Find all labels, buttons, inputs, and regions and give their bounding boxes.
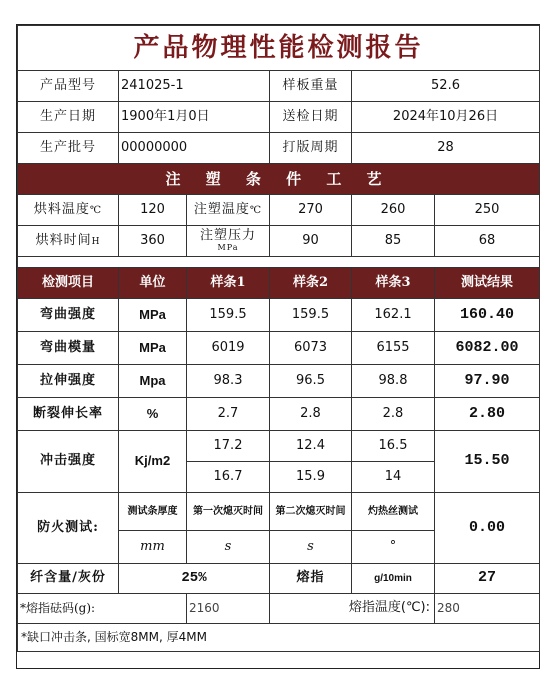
- header-sample2: 样条2: [270, 268, 352, 299]
- bake-temp-value: 120: [119, 195, 187, 226]
- impact-result: 15.50: [435, 431, 540, 493]
- fire-result: 0.00: [435, 493, 540, 564]
- fire-second-unit: s: [270, 531, 352, 564]
- fire-thickness-head: 测试条厚度: [119, 493, 187, 531]
- report-title: 产品物理性能检测报告: [18, 26, 540, 71]
- flex-strength-s3: 162.1: [352, 299, 435, 332]
- impact-r1-s1: 17.2: [187, 431, 270, 462]
- melt-temp-value: 280: [435, 594, 540, 624]
- header-item: 检测项目: [18, 268, 119, 299]
- fire-second-head: 第二次熄灭时间: [270, 493, 352, 531]
- inj-pressure-2: 85: [352, 226, 435, 257]
- tensile-result: 97.90: [435, 365, 540, 398]
- melt-weight-label: *熔指砝码(g):: [18, 594, 187, 624]
- plate-weight-value: 52.6: [352, 71, 540, 102]
- batch-value: 00000000: [119, 133, 270, 164]
- bake-temp-label: 烘料温度℃: [18, 195, 119, 226]
- tensile-s3: 98.8: [352, 365, 435, 398]
- elongation-unit: %: [119, 398, 187, 431]
- header-sample3: 样条3: [352, 268, 435, 299]
- tensile-label: 拉伸强度: [18, 365, 119, 398]
- fire-thickness-unit: mm: [119, 531, 187, 564]
- fire-label: 防火测试:: [18, 493, 119, 564]
- elongation-result: 2.80: [435, 398, 540, 431]
- inj-temp-2: 260: [352, 195, 435, 226]
- report-sheet: [16, 24, 540, 669]
- process-band: 注 塑 条 件 工 艺: [18, 164, 540, 195]
- footer-note: *缺口冲击条, 国标宽8MM, 厚4MM: [18, 624, 540, 652]
- fire-first-head: 第一次熄灭时间: [187, 493, 270, 531]
- melt-weight-value: 2160: [187, 594, 270, 624]
- tensile-s1: 98.3: [187, 365, 270, 398]
- tensile-s2: 96.5: [270, 365, 352, 398]
- flex-modulus-unit: MPa: [119, 332, 187, 365]
- header-sample1: 样条1: [187, 268, 270, 299]
- impact-r1-s2: 12.4: [270, 431, 352, 462]
- header-result: 测试结果: [435, 268, 540, 299]
- flex-strength-label: 弯曲强度: [18, 299, 119, 332]
- model-value: 241025-1: [119, 71, 270, 102]
- elongation-s1: 2.7: [187, 398, 270, 431]
- flex-strength-result: 160.40: [435, 299, 540, 332]
- inj-pressure-3: 68: [435, 226, 540, 257]
- melt-value: 27: [435, 564, 540, 594]
- fiber-value: 25%: [119, 564, 270, 594]
- model-label: 产品型号: [18, 71, 119, 102]
- flex-modulus-s3: 6155: [352, 332, 435, 365]
- melt-temp-label: 熔指温度(℃):: [270, 594, 435, 624]
- cycle-value: 28: [352, 133, 540, 164]
- fire-first-unit: s: [187, 531, 270, 564]
- send-date-value: 2024年10月26日: [352, 102, 540, 133]
- batch-label: 生产批号: [18, 133, 119, 164]
- elongation-s2: 2.8: [270, 398, 352, 431]
- plate-weight-label: 样板重量: [270, 71, 352, 102]
- impact-r2-s1: 16.7: [187, 462, 270, 493]
- elongation-label: 断裂伸长率: [18, 398, 119, 431]
- prod-date-label: 生产日期: [18, 102, 119, 133]
- melt-unit: g/10min: [352, 564, 435, 594]
- flex-strength-s2: 159.5: [270, 299, 352, 332]
- inj-temp-3: 250: [435, 195, 540, 226]
- inj-temp-1: 270: [270, 195, 352, 226]
- inj-temp-label: 注塑温度℃: [187, 195, 270, 226]
- impact-r2-s3: 14: [352, 462, 435, 493]
- bake-time-label: 烘料时间H: [18, 226, 119, 257]
- inj-pressure-label: 注塑压力 MPa: [187, 226, 270, 257]
- prod-date-value: 1900年1月0日: [119, 102, 270, 133]
- elongation-s3: 2.8: [352, 398, 435, 431]
- flex-modulus-s1: 6019: [187, 332, 270, 365]
- bake-time-value: 360: [119, 226, 187, 257]
- inj-pressure-1: 90: [270, 226, 352, 257]
- header-unit: 单位: [119, 268, 187, 299]
- fire-glowwire-head: 灼热丝测试: [352, 493, 435, 531]
- impact-label: 冲击强度: [18, 431, 119, 493]
- flex-strength-unit: MPa: [119, 299, 187, 332]
- spacer-row: [18, 257, 540, 268]
- flex-modulus-label: 弯曲模量: [18, 332, 119, 365]
- impact-r1-s3: 16.5: [352, 431, 435, 462]
- melt-label: 熔指: [270, 564, 352, 594]
- impact-r2-s2: 15.9: [270, 462, 352, 493]
- send-date-label: 送检日期: [270, 102, 352, 133]
- cycle-label: 打版周期: [270, 133, 352, 164]
- fire-glowwire-unit: °: [352, 531, 435, 564]
- fiber-label: 纤含量/灰份: [18, 564, 119, 594]
- impact-unit: Kj/m2: [119, 431, 187, 493]
- report-table: [17, 25, 540, 652]
- flex-modulus-s2: 6073: [270, 332, 352, 365]
- tensile-unit: Mpa: [119, 365, 187, 398]
- flex-modulus-result: 6082.00: [435, 332, 540, 365]
- flex-strength-s1: 159.5: [187, 299, 270, 332]
